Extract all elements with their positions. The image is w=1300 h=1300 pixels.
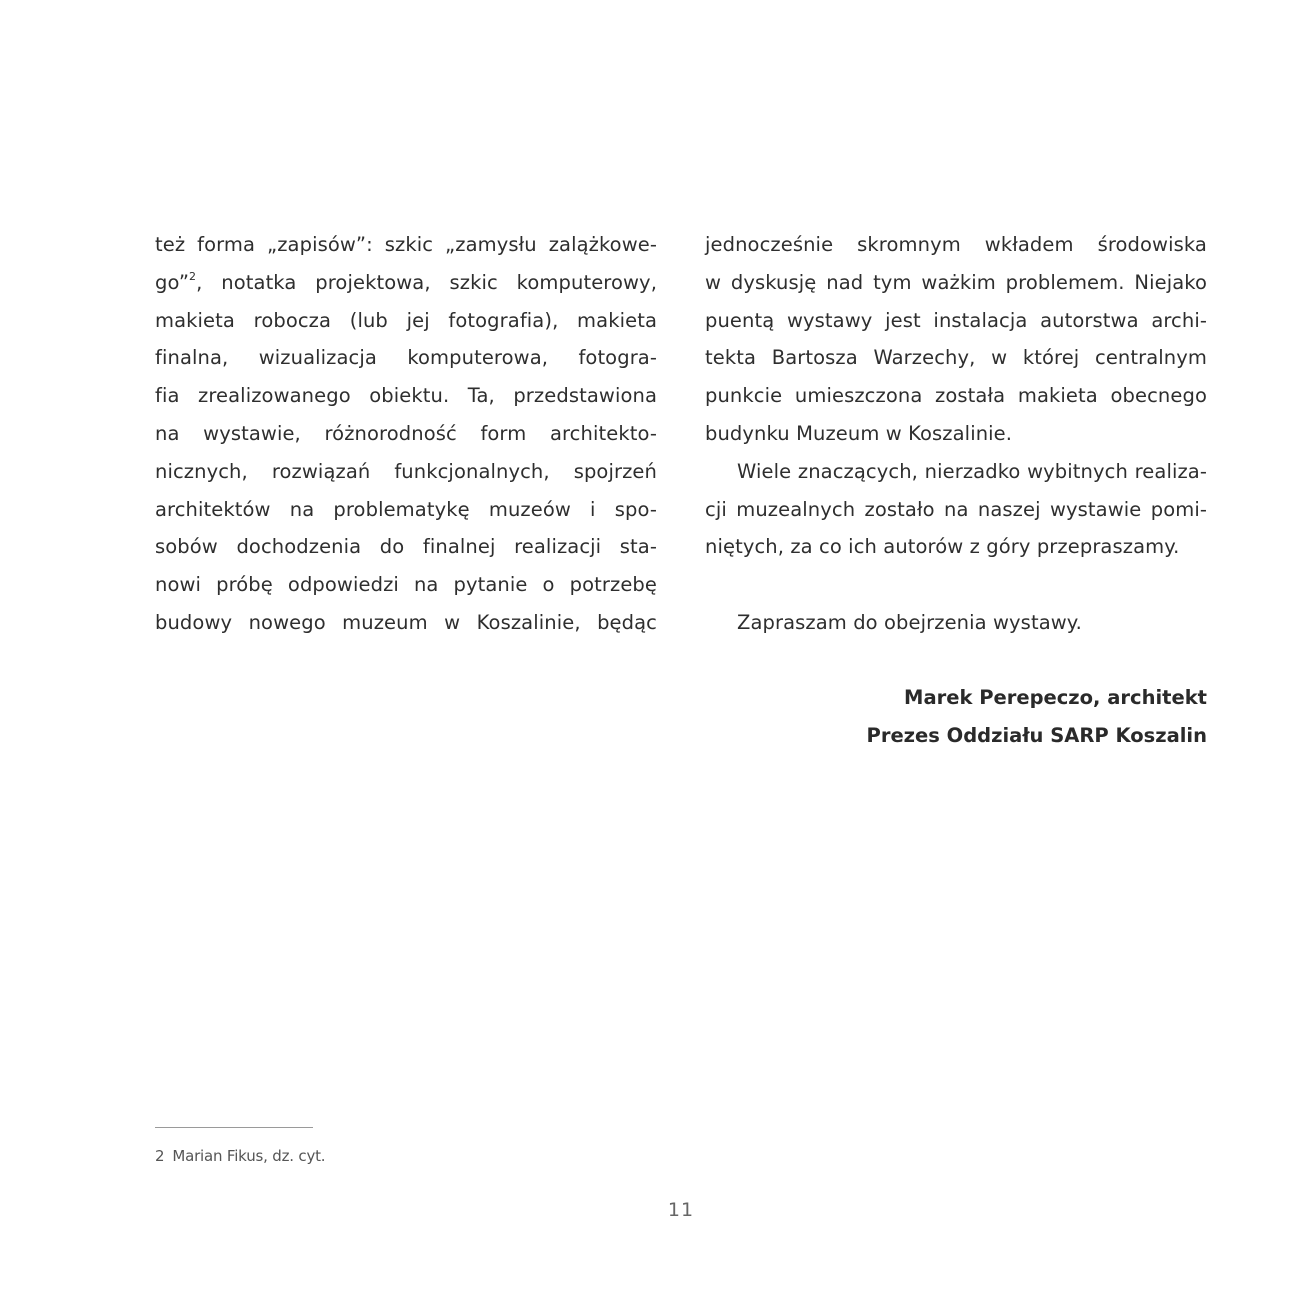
text-line: architektów na problematykę muzeów i spo- <box>155 497 657 521</box>
text-line: na wystawie, różnorodność form architekto- <box>155 421 657 445</box>
text-line: makieta robocza (lub jej fotografia), makieta <box>155 308 657 332</box>
text-fragment: go” <box>155 270 190 294</box>
text-line: finalna, wizualizacja komputerowa, fotogra- <box>155 346 657 370</box>
text-line: nowi próbę odpowiedzi na pytanie o potrzebę <box>155 573 657 597</box>
signature-name: Marek Perepeczo, architekt <box>904 686 1207 709</box>
signature-block <box>867 679 1207 755</box>
signature-title: Prezes Oddziału SARP Koszalin <box>866 723 1207 747</box>
footnote-reference[interactable]: 2 <box>189 269 197 283</box>
footnote <box>155 1147 325 1165</box>
text-line: punkcie umieszczona została makieta obecnego <box>705 384 1207 408</box>
text-line: budowy nowego muzeum w Koszalinie, będąc <box>155 610 657 634</box>
page-number: 11 <box>667 1199 695 1221</box>
text-line: w dyskusję nad tym ważkim problemem. Niejako <box>705 270 1207 294</box>
text-line: Wiele znaczących, nierzadko wybitnych realiza- <box>737 459 1207 483</box>
footnote-divider <box>155 1127 313 1128</box>
text-line: puentą wystawy jest instalacja autorstwa archi- <box>705 308 1207 332</box>
footnote-text: Marian Fikus, dz. cyt. <box>172 1147 326 1165</box>
text-line: tekta Bartosza Warzechy, w której centralnym <box>705 346 1207 370</box>
text-line: sobów dochodzenia do finalnej realizacji sta- <box>155 535 657 559</box>
footnote-number: 2 <box>155 1147 165 1165</box>
blank-line <box>705 566 1207 604</box>
text-line: jednocześnie skromnym wkładem środowiska <box>705 233 1207 256</box>
text-line: fia zrealizowanego obiektu. Ta, przedstawiona <box>155 384 657 408</box>
text-line <box>155 264 657 302</box>
invitation-line: Zapraszam do obejrzenia wystawy. <box>737 610 1082 634</box>
right-column <box>705 226 1207 642</box>
text-line: też forma „zapisów”: szkic „zamysłu zalążkowe- <box>155 233 657 256</box>
text-fragment: , notatka projektowa, szkic komputerowy, <box>196 270 657 294</box>
text-line: nicznych, rozwiązań funkcjonalnych, spojrzeń <box>155 459 657 483</box>
text-line: budynku Muzeum w Koszalinie. <box>705 421 1013 445</box>
text-line: niętych, za co ich autorów z góry przepraszamy. <box>705 535 1180 559</box>
text-line: cji muzealnych zostało na naszej wystawie pomi- <box>705 497 1207 521</box>
left-column <box>155 226 657 642</box>
